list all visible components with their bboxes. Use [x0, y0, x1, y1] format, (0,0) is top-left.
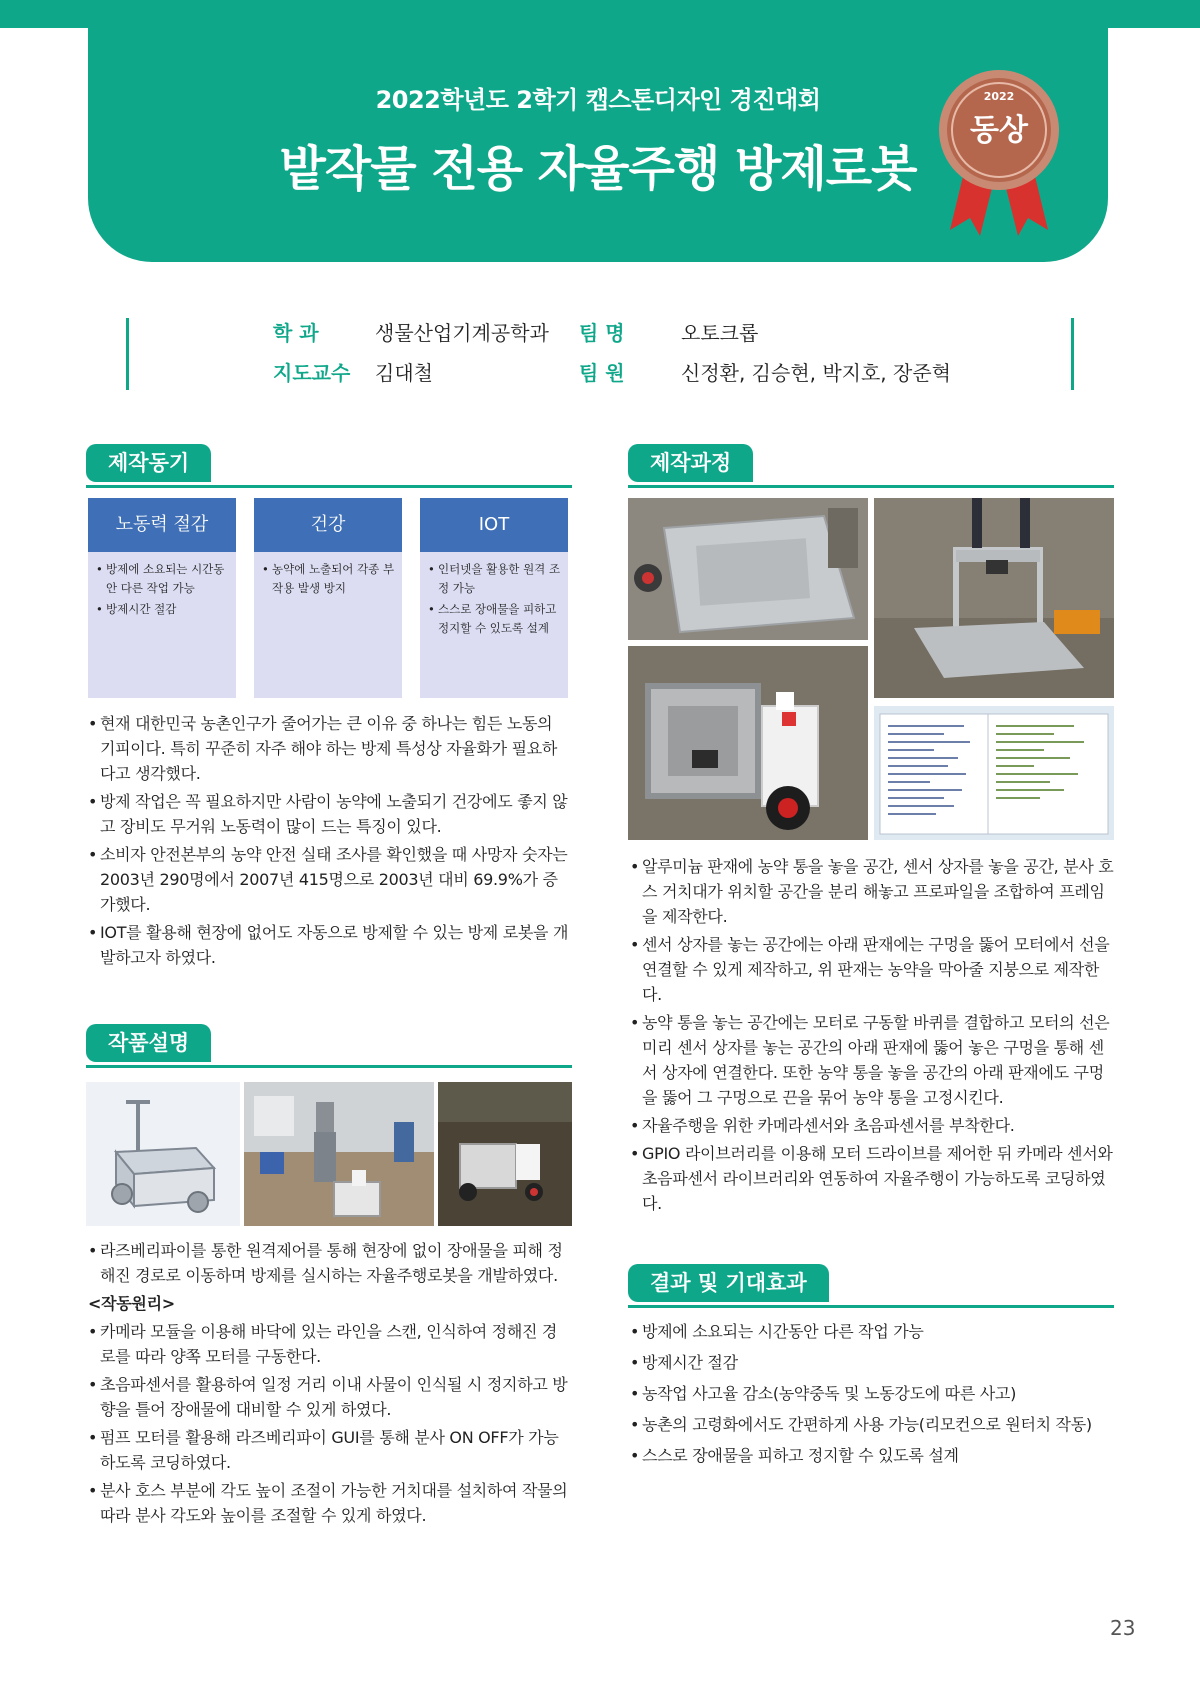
principle-heading: <작동원리> [88, 1294, 175, 1313]
section-motivation-header [86, 444, 572, 488]
list-item: • 방제 작업은 꼭 필요하지만 사람이 농약에 노출되기 건강에도 좋지 않고 장비도 무거워 노동력이 많이 드는 특징이 있다. [88, 789, 572, 839]
list-item: • 센서 상자를 놓는 공간에는 아래 판재에는 구멍을 뚫어 모터에서 선을 연결할 수 있게 제작하고, 위 판재는 농약을 막아줄 지붕으로 제작한다. [630, 932, 1114, 1007]
robot-cad-image [86, 1082, 240, 1226]
list-item: • 스스로 장애물을 피하고 정지할 수 있도록 설계 [630, 1442, 1114, 1470]
medal-label: 동상 [970, 113, 1028, 148]
description-text [88, 1238, 572, 1531]
motivation-box-item: • 방제시간 절감 [96, 600, 230, 619]
bronze-medal-icon [936, 68, 1062, 238]
page-title: 밭작물 전용 자율주행 방제로봇 [279, 141, 917, 197]
motivation-box-title: 노동력 절감 [88, 498, 236, 552]
list-item: • 카메라 모듈을 이용해 바닥에 있는 라인을 스캔, 인식하여 정해진 경로를 따라 양쪽 모터를 구동한다. [88, 1319, 572, 1369]
list-item: • 펌프 모터를 활용해 라즈베리파이 GUI를 통해 분사 ON OFF가 가능하도록 코딩하였다. [88, 1425, 572, 1475]
list-item: • IOT를 활용해 현장에 없어도 자동으로 방제할 수 있는 방제 로봇을 개발하고자 하였다. [88, 920, 572, 970]
team-name-row [579, 321, 758, 345]
team-name-key: 팀 명 [579, 321, 625, 345]
field-test-photo [244, 1082, 434, 1226]
page-number: 23 [1110, 1616, 1136, 1640]
motivation-box-item: • 방제에 소요되는 시간동안 다른 작업 가능 [96, 560, 230, 598]
section-process-header [628, 444, 1114, 488]
dept-key: 학 과 [273, 321, 319, 345]
list-item: • 라즈베리파이를 통한 원격제어를 통해 현장에 없이 장애물을 피해 정해진 경로로 이동하며 방제를 실시하는 자율주행로봇을 개발하였다. [88, 1238, 572, 1288]
process-photo-code-screenshot [874, 706, 1114, 840]
motivation-box-item: • 인터넷을 활용한 원격 조정 가능 [428, 560, 562, 598]
section-description-header [86, 1024, 572, 1068]
team-info [126, 318, 1074, 390]
professor-key: 지도교수 [273, 361, 351, 385]
list-item: • 농작업 사고율 감소(농약중독 및 노동강도에 따른 사고) [630, 1380, 1114, 1408]
section-description-title: 작품설명 [86, 1024, 211, 1062]
motivation-box-health [254, 498, 402, 698]
process-photo-plate [628, 498, 868, 640]
results-text [630, 1318, 1114, 1473]
motivation-box-title: 건강 [254, 498, 402, 552]
list-item: • 농약 통을 놓는 공간에는 모터로 구동할 바퀴를 결합하고 모터의 선은 미리 센서 상자를 놓는 공간의 아래 판재에 뚫어 놓은 구멍을 통해 센서 상자에 연결한다. 또한 농약 통을 놓을 공간의 아래 판재에도 구멍을 뚫어 그 구멍으로 끈을 묶어 농약 통을 고정시킨다. [630, 1010, 1114, 1110]
section-process-title: 제작과정 [628, 444, 753, 482]
motivation-box-item: • 농약에 노출되어 각종 부작용 발생 방지 [262, 560, 396, 598]
team-members-row [579, 361, 951, 385]
motivation-box-labor [88, 498, 236, 698]
list-item: • 분사 호스 부분에 각도 높이 조절이 가능한 거치대를 설치하여 작물의 따라 분사 각도와 높이를 조절할 수 있게 하였다. [88, 1478, 572, 1528]
professor-row [273, 361, 433, 385]
motivation-box-item: • 스스로 장애물을 피하고 정지할 수 있도록 설계 [428, 600, 562, 638]
event-subtitle: 2022학년도 2학기 캡스톤디자인 경진대회 [375, 86, 821, 114]
team-members-key: 팀 원 [579, 361, 625, 385]
list-item: • 초음파센서를 활용하여 일정 거리 이내 사물이 인식될 시 정지하고 방향을 틀어 장애물에 대비할 수 있게 하였다. [88, 1372, 572, 1422]
dept-value: 생물산업기계공학과 [375, 321, 549, 345]
motivation-box-iot [420, 498, 568, 698]
list-item: • 방제에 소요되는 시간동안 다른 작업 가능 [630, 1318, 1114, 1346]
outdoor-test-photo [438, 1082, 572, 1226]
section-motivation-title: 제작동기 [86, 444, 211, 482]
list-item: • 소비자 안전본부의 농약 안전 실태 조사를 확인했을 때 사망자 숫자는 2003년 290명에서 2007년 415명으로 2003년 대비 69.9%가 증가했다. [88, 842, 572, 917]
process-photo-assembly [628, 646, 868, 840]
list-item: • 농촌의 고령화에서도 간편하게 사용 가능(리모컨으로 원터치 작동) [630, 1411, 1114, 1439]
motivation-text [88, 711, 572, 973]
list-item: • 현재 대한민국 농촌인구가 줄어가는 큰 이유 중 하나는 힘든 노동의 기피이다. 특히 꾸준히 자주 해야 하는 방제 특성상 자율화가 필요하다고 생각했다. [88, 711, 572, 786]
list-item: • 방제시간 절감 [630, 1349, 1114, 1377]
section-divider [628, 1305, 1114, 1308]
list-item: • 자율주행을 위한 카메라센서와 초음파센서를 부착한다. [630, 1113, 1114, 1138]
section-results-title: 결과 및 기대효과 [628, 1264, 829, 1302]
process-photo-frame [874, 498, 1114, 698]
process-text [630, 854, 1114, 1219]
section-divider [86, 485, 572, 488]
professor-value: 김대철 [375, 361, 433, 385]
motivation-box-title: IOT [420, 498, 568, 552]
list-item: • GPIO 라이브러리를 이용해 모터 드라이브를 제어한 뒤 카메라 센서와 초음파센서 라이브러리와 연동하여 자율주행이 가능하도록 코딩하였다. [630, 1141, 1114, 1216]
section-results-header [628, 1264, 1114, 1308]
team-members-value: 신정환, 김승현, 박지호, 장준혁 [681, 361, 951, 385]
list-item: • 알루미늄 판재에 농약 통을 놓을 공간, 센서 상자를 놓을 공간, 분사 호스 거치대가 위치할 공간을 분리 해놓고 프로파일을 조합하여 프레임을 제작한다. [630, 854, 1114, 929]
section-divider [86, 1065, 572, 1068]
section-divider [628, 485, 1114, 488]
dept-row [273, 321, 549, 345]
team-name-value: 오토크롭 [681, 321, 759, 345]
medal-year: 2022 [983, 90, 1015, 103]
